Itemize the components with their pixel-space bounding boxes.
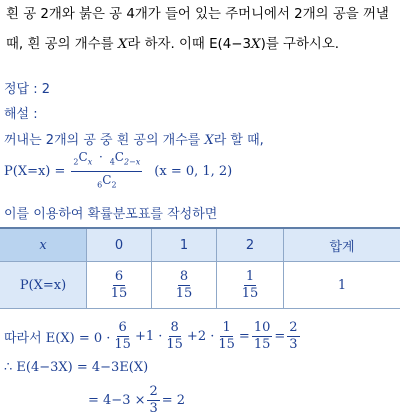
- table-cell-2: $\frac{1}{15}$: [217, 262, 284, 309]
- den-sub: 6: [97, 180, 102, 189]
- explanation-line3: 이를 이용하여 확률분포표를 작성하면: [4, 203, 217, 222]
- table-cell-1: $\frac{8}{15}$: [152, 262, 217, 309]
- expectation-line: [4, 316, 302, 356]
- formula-numerator: $_2C_x \cdot _4C_{2-x}$: [71, 150, 142, 171]
- final-line2: [88, 380, 185, 420]
- expectation-eq: =: [239, 329, 250, 344]
- final-line2-pre: = 4−3 ×: [88, 393, 145, 408]
- final-frac: $\frac{2}{3}$: [147, 385, 159, 416]
- explanation-line1: [4, 129, 264, 148]
- answer-label: 정답: [4, 82, 29, 97]
- table-header-0: 0: [87, 228, 152, 262]
- problem-var2: X: [251, 37, 261, 52]
- num-left-sup: x: [88, 158, 93, 167]
- table-row: [0, 262, 400, 309]
- expectation-eq2: =: [274, 329, 285, 344]
- problem-part3: )를 구하시오.: [261, 37, 339, 52]
- table-header-row: [0, 228, 400, 262]
- formula-condition: (x = 0, 1, 2): [154, 164, 232, 179]
- probability-formula: [4, 150, 232, 192]
- answer-sep: :: [33, 82, 37, 97]
- table-header-2: 2: [217, 228, 284, 262]
- expectation-frac2: $\frac{8}{15}$: [164, 321, 185, 352]
- distribution-table: [0, 227, 400, 309]
- problem-var: X: [118, 37, 128, 52]
- expectation-t2: +1 ·: [135, 329, 162, 344]
- problem-part2: 라 하자. 이때 E(4−3: [127, 37, 251, 52]
- final-line2-post: = 2: [162, 393, 185, 408]
- table-header-1: 1: [152, 228, 217, 262]
- explanation-line1-post: 라 할 때,: [214, 133, 264, 148]
- expectation-frac3: $\frac{1}{15}$: [216, 321, 237, 352]
- expectation-frac1: $\frac{6}{15}$: [112, 321, 133, 352]
- expectation-prefix: 따라서 E(X) = 0 ·: [4, 327, 110, 346]
- table-header-x: x: [0, 228, 87, 262]
- problem-part1: 흰 공 2개와 붉은 공 4개가 들어 있는 주머니에서 2개의 공을 꺼낼 때, 흰 공의 개수를: [6, 7, 389, 52]
- num-right-sub: 4: [110, 158, 115, 167]
- table-cell-0: $\frac{6}{15}$: [87, 262, 152, 309]
- final-line1: ∴ E(4−3X) = 4−3E(X): [4, 360, 148, 375]
- explanation-label-line: [4, 103, 38, 122]
- table-header-total: 합계: [284, 228, 400, 262]
- formula-fraction: [71, 150, 142, 192]
- explanation-sep: :: [33, 107, 37, 122]
- expectation-frac5: $\frac{2}{3}$: [287, 321, 299, 352]
- num-right-sup: 2−x: [124, 158, 140, 167]
- explanation-line1-var: X: [204, 133, 213, 148]
- num-left-sub: 2: [73, 158, 78, 167]
- table-cell-total: 1: [284, 262, 400, 309]
- den-sup: 2: [111, 180, 116, 189]
- formula-denominator: $_6C_2$: [95, 172, 118, 192]
- expectation-t3: +2 ·: [187, 329, 214, 344]
- answer-line: [4, 78, 50, 97]
- problem-text: [6, 0, 398, 60]
- explanation-line1-pre: 꺼내는 2개의 공 중 흰 공의 개수를: [4, 133, 204, 148]
- explanation-label: 해설: [4, 107, 29, 122]
- table-row-label: P(X=x): [0, 262, 87, 309]
- formula-lhs: P(X=x) =: [4, 164, 65, 179]
- answer-value: 2: [42, 82, 50, 97]
- expectation-frac4: $\frac{10}{15}$: [252, 321, 273, 352]
